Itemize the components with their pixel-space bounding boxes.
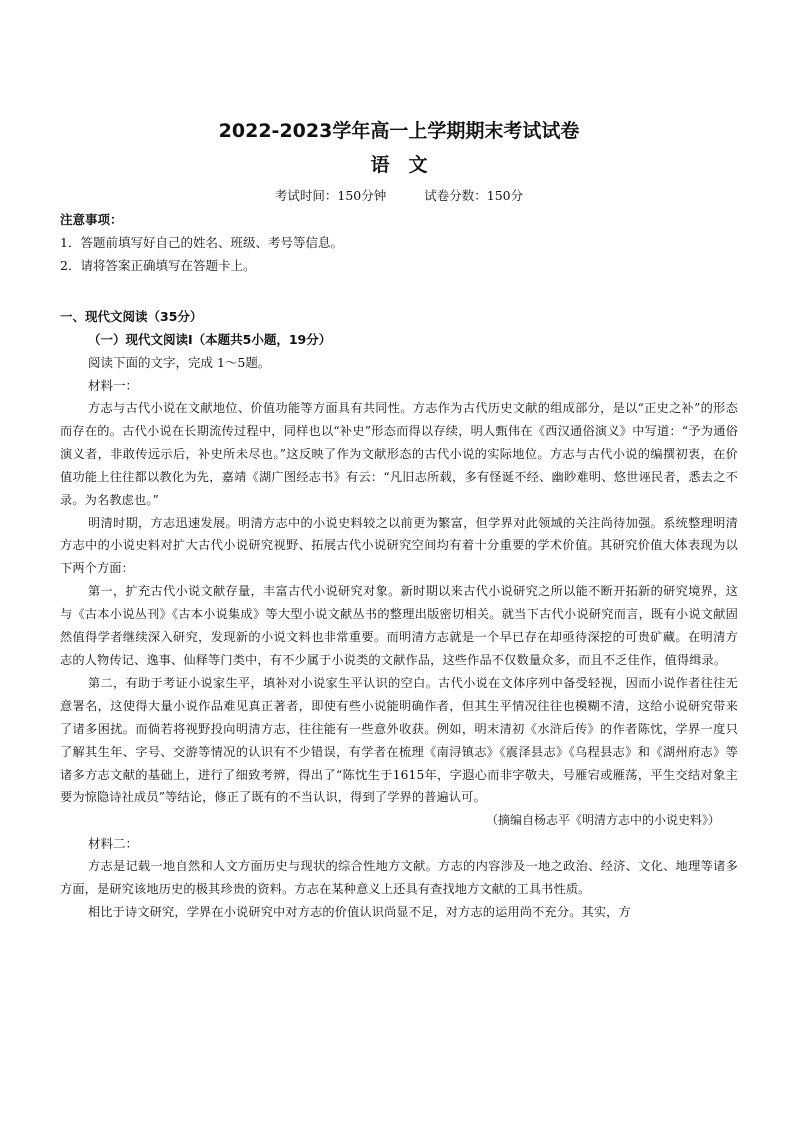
exam-score: 试卷分数：150分 <box>424 188 524 203</box>
material-one-paragraph: 明清时期，方志迅速发展。明清方志中的小说史料较之以前更为繁富，但学界对此领域的关注尚待加强。系统整理明清方志中的小说史料对扩大古代小说研究视野、拓展古代小说研究空间均有着十分重要的学术价值。其研究价值大体表现为以下两个方面： <box>60 515 738 576</box>
exam-page <box>60 118 738 924</box>
note-item: 2．请将答案正确填写在答题卡上。 <box>60 258 256 273</box>
subsection-heading: （一）现代文阅读Ⅰ（本题共5小题，19分） <box>88 332 332 347</box>
reading-instruction: 阅读下面的文字，完成 1～5题。 <box>88 355 271 370</box>
exam-title: 2022-2023学年高一上学期期末考试试卷 <box>218 120 580 142</box>
exam-time: 考试时间：150分钟 <box>274 188 387 203</box>
material-one-source: （摘编自杨志平《明清方志中的小说史料》） <box>485 813 720 828</box>
material-one-paragraph: 方志与古代小说在文献地位、价值功能等方面具有共同性。方志作为古代历史文献的组成部分，是以“正史之补”的形态而存在的。古代小说在长期流传过程中，同样也以“补史”形态而得以存续，明人甄伟在《西汉通俗演义》中写道：“予为通俗演义者，非敢传远示后，补史所未尽也。”这反映了作为文献形态的古代小说的实际地位。方志与古代小说的编撰初衷，在价值功能上往往都以教化为先，嘉靖《湖广图经志书》有云：“凡旧志所载，多有怪诞不经、幽眇难明、悠世诬民者，悉去之不录。为名教虑也。” <box>60 401 738 507</box>
exam-info <box>60 186 738 206</box>
material-one-label: 材料一： <box>88 378 139 393</box>
material-two-paragraph: 方志是记载一地自然和人文方面历史与现状的综合性地方文献。方志的内容涉及一地之政治、经济、文化、地理等诸多方面，是研究该地历史的极其珍贵的资料。方志在某种意义上还具有查找地方文献的工具书性质。 <box>60 859 738 897</box>
material-two-label: 材料二： <box>88 836 139 852</box>
section-heading: 一、现代文阅读（35分） <box>60 309 203 324</box>
material-two-paragraph: 相比于诗文研究，学界在小说研究中对方志的价值认识尚显不足，对方志的运用尚不充分。其实，方 <box>88 905 631 920</box>
material-one-paragraph: 第二，有助于考证小说家生平，填补对小说家生平认识的空白。古代小说在文体序列中备受轻视，因而小说作者往往无意署名，这使得大量小说作品难见真正著者，即使有些小说能明确作者，但其生平情况往往也模糊不清，这给小说研究带来了诸多困扰。而倘若将视野投向明清方志，往往能有一些意外收获。例如，明末清初《水浒后传》的作者陈忱，学界一度只了解其生年、字号、交游等情况的认识有不少错误，有学者在梳理《南浔镇志》《震泽县志》《乌程县志》和《湖州府志》等诸多方志文献的基础上，进行了细致考辨，得出了“陈忱生于1615年，字遐心而非字敬夫，号雁宕或雁荡，平生交结对象主要为惊隐诗社成员”等结论，修正了既有的不当认识，得到了学界的普遍认可。 <box>60 675 738 805</box>
note-item: 1．答题前填写好自己的姓名、班级、考号等信息。 <box>60 235 343 250</box>
notes-heading: 注意事项： <box>60 212 123 227</box>
material-one-paragraph: 第一，扩充古代小说文献存量，丰富古代小说研究对象。新时期以来古代小说研究之所以能不断开拓新的研究境界，这与《古本小说丛刊》《古本小说集成》等大型小说文献丛书的整理出版密切相关。就当下古代小说研究而言，既有小说文献固然值得学者继续深入研究，发现新的小说文料也非常重要。而明清方志就是一个早已存在却亟待深挖的可贵矿藏。在明清方志的人物传记、逸事、仙释等门类中，有不少属于小说类的文献作品，这些作品不仅数量众多，而且不乏佳作，值得缉录。 <box>60 584 738 667</box>
subject-title: 语 文 <box>370 154 428 176</box>
